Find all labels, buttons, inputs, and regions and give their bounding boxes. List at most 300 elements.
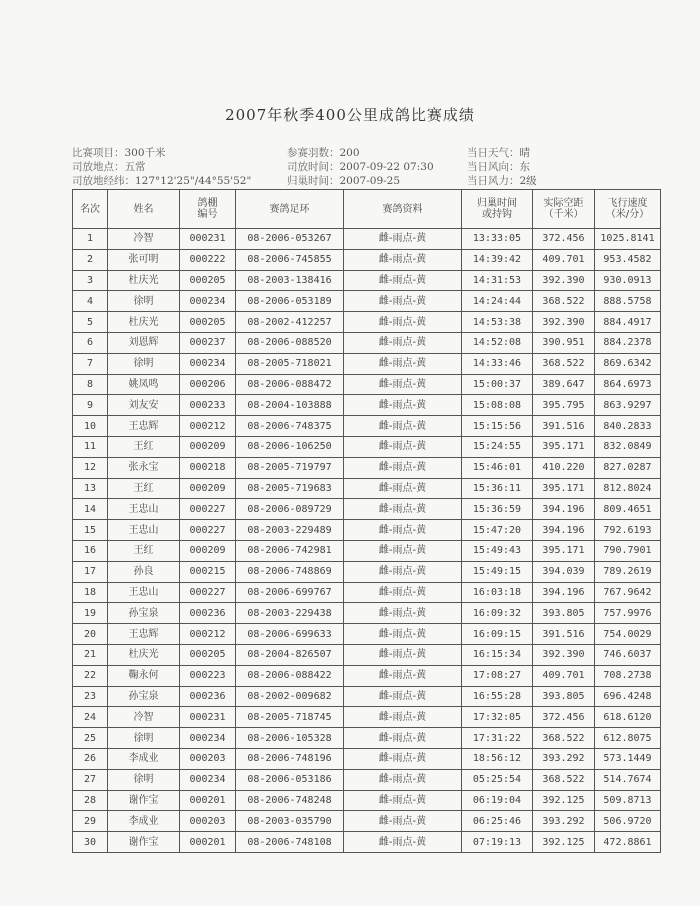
cell-speed: 789.2619: [595, 561, 661, 582]
cell-speed: 573.1449: [595, 748, 661, 769]
cell-time: 14:33:46: [462, 353, 533, 374]
cell-ring: 08-2003-138416: [236, 270, 344, 291]
cell-loft: 000227: [180, 499, 236, 520]
cell-info: 雌-雨点-黄: [344, 832, 462, 853]
meta-weather-value: 晴: [519, 147, 530, 159]
cell-rank: 23: [73, 686, 108, 707]
cell-time: 16:55:28: [462, 686, 533, 707]
cell-speed: 506.9720: [595, 811, 661, 832]
table-row: [73, 582, 661, 603]
meta-return-time: [287, 173, 400, 188]
cell-name: 徐明: [108, 291, 180, 312]
cell-ring: 08-2003-229489: [236, 520, 344, 541]
results-table: [72, 189, 661, 853]
cell-distance: 392.390: [533, 644, 595, 665]
cell-name: 李成业: [108, 748, 180, 769]
cell-ring: 08-2005-719683: [236, 478, 344, 499]
cell-speed: 618.6120: [595, 707, 661, 728]
header-loft: [180, 190, 236, 229]
cell-name: 王红: [108, 540, 180, 561]
meta-wind-force-value: 2级: [519, 175, 537, 187]
cell-distance: 409.701: [533, 249, 595, 270]
cell-time: 15:36:59: [462, 499, 533, 520]
meta-release-time-label: 司放时间：: [287, 161, 340, 173]
cell-info: 雌-雨点-黄: [344, 686, 462, 707]
table-row: [73, 832, 661, 853]
cell-time: 15:15:56: [462, 416, 533, 437]
cell-ring: 08-2003-035790: [236, 811, 344, 832]
cell-speed: 809.4651: [595, 499, 661, 520]
cell-speed: 812.8024: [595, 478, 661, 499]
cell-ring: 08-2005-719797: [236, 457, 344, 478]
cell-speed: 790.7901: [595, 540, 661, 561]
table-row: [73, 374, 661, 395]
table-row: [73, 540, 661, 561]
cell-loft: 000218: [180, 457, 236, 478]
meta-entries-value: 200: [339, 147, 360, 159]
cell-distance: 390.951: [533, 332, 595, 353]
meta-coords: [72, 173, 251, 188]
cell-name: 王忠辉: [108, 624, 180, 645]
cell-distance: 392.125: [533, 790, 595, 811]
meta-entries-label: 参赛羽数：: [287, 147, 340, 159]
header-distance-line2: （千米）: [543, 209, 584, 220]
cell-name: 徐明: [108, 769, 180, 790]
cell-ring: 08-2004-103888: [236, 395, 344, 416]
cell-ring: 08-2004-826507: [236, 644, 344, 665]
cell-time: 17:08:27: [462, 665, 533, 686]
cell-name: 王忠山: [108, 582, 180, 603]
cell-rank: 28: [73, 790, 108, 811]
cell-name: 王忠山: [108, 520, 180, 541]
header-time-line2: 或持钩: [482, 209, 512, 220]
header-speed: [595, 190, 661, 229]
cell-rank: 1: [73, 229, 108, 250]
cell-loft: 000205: [180, 312, 236, 333]
table-row: [73, 665, 661, 686]
meta-release-site: [72, 159, 146, 174]
cell-name: 王忠辉: [108, 416, 180, 437]
cell-info: 雌-雨点-黄: [344, 374, 462, 395]
cell-rank: 21: [73, 644, 108, 665]
cell-ring: 08-2006-748248: [236, 790, 344, 811]
cell-distance: 392.125: [533, 832, 595, 853]
meta-coords-value: 127°12'25"/44°55'52": [135, 175, 252, 187]
cell-speed: 509.8713: [595, 790, 661, 811]
table-row: [73, 457, 661, 478]
cell-loft: 000205: [180, 644, 236, 665]
cell-speed: 884.4917: [595, 312, 661, 333]
cell-speed: 757.9976: [595, 603, 661, 624]
cell-time: 16:09:15: [462, 624, 533, 645]
header-rank: 名次: [73, 190, 108, 229]
cell-ring: 08-2002-412257: [236, 312, 344, 333]
cell-rank: 20: [73, 624, 108, 645]
cell-speed: 864.6973: [595, 374, 661, 395]
cell-ring: 08-2006-748108: [236, 832, 344, 853]
cell-rank: 4: [73, 291, 108, 312]
cell-rank: 14: [73, 499, 108, 520]
meta-release-site-label: 司放地点：: [72, 161, 125, 173]
cell-name: 孙宝泉: [108, 603, 180, 624]
cell-info: 雌-雨点-黄: [344, 582, 462, 603]
cell-ring: 08-2006-053267: [236, 229, 344, 250]
cell-time: 14:31:53: [462, 270, 533, 291]
cell-loft: 000215: [180, 561, 236, 582]
meta-project-label: 比赛项目：: [72, 147, 125, 159]
cell-rank: 3: [73, 270, 108, 291]
cell-time: 18:56:12: [462, 748, 533, 769]
cell-speed: 746.6037: [595, 644, 661, 665]
header-speed-line1: 飞行速度: [607, 198, 648, 209]
meta-entries: [287, 145, 360, 160]
cell-info: 雌-雨点-黄: [344, 624, 462, 645]
cell-distance: 395.171: [533, 436, 595, 457]
cell-speed: 832.0849: [595, 436, 661, 457]
cell-rank: 16: [73, 540, 108, 561]
header-speed-line2: （米/分）: [605, 209, 650, 220]
cell-time: 14:24:44: [462, 291, 533, 312]
cell-info: 雌-雨点-黄: [344, 728, 462, 749]
meta-weather: [467, 145, 530, 160]
cell-name: 杜庆光: [108, 270, 180, 291]
header-ring: 赛鸽足环: [236, 190, 344, 229]
cell-ring: 08-2006-089729: [236, 499, 344, 520]
cell-speed: 754.0029: [595, 624, 661, 645]
cell-rank: 2: [73, 249, 108, 270]
cell-distance: 393.292: [533, 748, 595, 769]
header-time: [462, 190, 533, 229]
cell-loft: 000236: [180, 603, 236, 624]
cell-loft: 000236: [180, 686, 236, 707]
meta-wind-force: [467, 173, 537, 188]
cell-time: 14:53:38: [462, 312, 533, 333]
cell-rank: 13: [73, 478, 108, 499]
cell-distance: 395.795: [533, 395, 595, 416]
cell-loft: 000234: [180, 353, 236, 374]
cell-distance: 392.390: [533, 312, 595, 333]
cell-ring: 08-2006-053189: [236, 291, 344, 312]
cell-name: 杜庆光: [108, 644, 180, 665]
cell-rank: 27: [73, 769, 108, 790]
cell-name: 姚凤鸣: [108, 374, 180, 395]
cell-info: 雌-雨点-黄: [344, 436, 462, 457]
header-loft-line2: 编号: [197, 209, 218, 220]
cell-speed: 472.8861: [595, 832, 661, 853]
table-row: [73, 728, 661, 749]
table-row: [73, 603, 661, 624]
meta-project-value: 300千米: [124, 147, 166, 159]
cell-loft: 000201: [180, 790, 236, 811]
cell-name: 刘友安: [108, 395, 180, 416]
cell-info: 雌-雨点-黄: [344, 270, 462, 291]
cell-distance: 368.522: [533, 291, 595, 312]
cell-name: 孙宝泉: [108, 686, 180, 707]
table-header-row: [73, 190, 661, 229]
cell-ring: 08-2006-748196: [236, 748, 344, 769]
cell-rank: 11: [73, 436, 108, 457]
cell-speed: 884.2378: [595, 332, 661, 353]
cell-info: 雌-雨点-黄: [344, 603, 462, 624]
cell-loft: 000212: [180, 624, 236, 645]
cell-info: 雌-雨点-黄: [344, 790, 462, 811]
cell-rank: 26: [73, 748, 108, 769]
cell-ring: 08-2006-106250: [236, 436, 344, 457]
cell-ring: 08-2005-718021: [236, 353, 344, 374]
cell-info: 雌-雨点-黄: [344, 520, 462, 541]
cell-name: 王红: [108, 436, 180, 457]
header-distance: [533, 190, 595, 229]
header-name: 姓名: [108, 190, 180, 229]
cell-name: 王忠山: [108, 499, 180, 520]
cell-name: 徐明: [108, 353, 180, 374]
cell-time: 16:15:34: [462, 644, 533, 665]
cell-time: 05:25:54: [462, 769, 533, 790]
meta-wind-dir-label: 当日风向：: [467, 161, 520, 173]
cell-loft: 000212: [180, 416, 236, 437]
cell-speed: 514.7674: [595, 769, 661, 790]
cell-ring: 08-2006-088422: [236, 665, 344, 686]
table-row: [73, 769, 661, 790]
cell-distance: 394.039: [533, 561, 595, 582]
cell-time: 17:31:22: [462, 728, 533, 749]
cell-name: 谢作宝: [108, 790, 180, 811]
cell-rank: 5: [73, 312, 108, 333]
cell-ring: 08-2006-699633: [236, 624, 344, 645]
table-row: [73, 332, 661, 353]
cell-rank: 17: [73, 561, 108, 582]
cell-ring: 08-2006-088472: [236, 374, 344, 395]
cell-distance: 368.522: [533, 728, 595, 749]
cell-ring: 08-2006-053186: [236, 769, 344, 790]
cell-ring: 08-2005-718745: [236, 707, 344, 728]
cell-distance: 395.171: [533, 478, 595, 499]
cell-time: 06:25:46: [462, 811, 533, 832]
cell-speed: 708.2738: [595, 665, 661, 686]
cell-loft: 000231: [180, 229, 236, 250]
table-row: [73, 790, 661, 811]
cell-rank: 30: [73, 832, 108, 853]
cell-distance: 394.196: [533, 499, 595, 520]
cell-info: 雌-雨点-黄: [344, 811, 462, 832]
cell-rank: 22: [73, 665, 108, 686]
meta-return-time-label: 归巢时间：: [287, 175, 340, 187]
cell-distance: 395.171: [533, 540, 595, 561]
cell-speed: 1025.8141: [595, 229, 661, 250]
table-row: [73, 353, 661, 374]
table-row: [73, 624, 661, 645]
table-row: [73, 395, 661, 416]
cell-time: 15:36:11: [462, 478, 533, 499]
cell-loft: 000227: [180, 520, 236, 541]
cell-ring: 08-2003-229438: [236, 603, 344, 624]
table-row: [73, 478, 661, 499]
cell-speed: 930.0913: [595, 270, 661, 291]
table-row: [73, 229, 661, 250]
cell-loft: 000227: [180, 582, 236, 603]
cell-speed: 840.2833: [595, 416, 661, 437]
table-row: [73, 811, 661, 832]
cell-info: 雌-雨点-黄: [344, 229, 462, 250]
cell-distance: 409.701: [533, 665, 595, 686]
cell-info: 雌-雨点-黄: [344, 561, 462, 582]
table-row: [73, 436, 661, 457]
cell-ring: 08-2006-699767: [236, 582, 344, 603]
cell-distance: 372.456: [533, 707, 595, 728]
cell-speed: 869.6342: [595, 353, 661, 374]
meta-coords-label: 司放地经纬：: [72, 175, 135, 187]
cell-info: 雌-雨点-黄: [344, 457, 462, 478]
meta-release-time-value: 2007-09-22 07:30: [339, 161, 434, 173]
cell-ring: 08-2002-009682: [236, 686, 344, 707]
cell-rank: 6: [73, 332, 108, 353]
table-row: [73, 644, 661, 665]
cell-info: 雌-雨点-黄: [344, 665, 462, 686]
header-time-line1: 归巢时间: [477, 198, 517, 209]
cell-info: 雌-雨点-黄: [344, 332, 462, 353]
cell-distance: 389.647: [533, 374, 595, 395]
cell-name: 张永宝: [108, 457, 180, 478]
cell-ring: 08-2006-088520: [236, 332, 344, 353]
meta-return-time-value: 2007-09-25: [339, 175, 401, 187]
table-row: [73, 686, 661, 707]
cell-rank: 8: [73, 374, 108, 395]
cell-name: 冷智: [108, 707, 180, 728]
cell-rank: 18: [73, 582, 108, 603]
cell-info: 雌-雨点-黄: [344, 353, 462, 374]
cell-rank: 15: [73, 520, 108, 541]
cell-rank: 19: [73, 603, 108, 624]
cell-time: 14:39:42: [462, 249, 533, 270]
cell-ring: 08-2006-105328: [236, 728, 344, 749]
cell-loft: 000233: [180, 395, 236, 416]
cell-rank: 7: [73, 353, 108, 374]
cell-loft: 000234: [180, 769, 236, 790]
header-info: 赛鸽资料: [344, 190, 462, 229]
cell-info: 雌-雨点-黄: [344, 707, 462, 728]
page-title: 2007年秋季400公里成鸽比赛成绩: [225, 106, 475, 124]
cell-loft: 000205: [180, 270, 236, 291]
table-row: [73, 270, 661, 291]
meta-release-site-value: 五常: [124, 161, 146, 173]
cell-rank: 12: [73, 457, 108, 478]
cell-distance: 394.196: [533, 520, 595, 541]
cell-speed: 953.4582: [595, 249, 661, 270]
cell-rank: 9: [73, 395, 108, 416]
cell-distance: 368.522: [533, 769, 595, 790]
table-row: [73, 416, 661, 437]
cell-time: 07:19:13: [462, 832, 533, 853]
meta-project: [72, 145, 166, 160]
table-row: [73, 520, 661, 541]
cell-distance: 372.456: [533, 229, 595, 250]
cell-info: 雌-雨点-黄: [344, 644, 462, 665]
cell-loft: 000237: [180, 332, 236, 353]
cell-rank: 24: [73, 707, 108, 728]
cell-distance: 410.220: [533, 457, 595, 478]
cell-name: 李成业: [108, 811, 180, 832]
cell-name: 刘恩辉: [108, 332, 180, 353]
meta-release-time: [287, 159, 434, 174]
cell-speed: 792.6193: [595, 520, 661, 541]
cell-rank: 29: [73, 811, 108, 832]
results-body: [73, 229, 661, 853]
cell-loft: 000231: [180, 707, 236, 728]
meta-wind-force-label: 当日风力：: [467, 175, 520, 187]
cell-loft: 000234: [180, 291, 236, 312]
cell-loft: 000234: [180, 728, 236, 749]
cell-ring: 08-2006-748869: [236, 561, 344, 582]
cell-loft: 000203: [180, 811, 236, 832]
cell-name: 王红: [108, 478, 180, 499]
cell-time: 06:19:04: [462, 790, 533, 811]
cell-name: 谢作宝: [108, 832, 180, 853]
cell-speed: 863.9297: [595, 395, 661, 416]
table-row: [73, 748, 661, 769]
cell-loft: 000206: [180, 374, 236, 395]
table-row: [73, 291, 661, 312]
cell-speed: 767.9642: [595, 582, 661, 603]
cell-name: 杜庆光: [108, 312, 180, 333]
cell-distance: 394.196: [533, 582, 595, 603]
cell-time: 16:09:32: [462, 603, 533, 624]
cell-name: 张可明: [108, 249, 180, 270]
cell-rank: 10: [73, 416, 108, 437]
cell-distance: 392.390: [533, 270, 595, 291]
cell-info: 雌-雨点-黄: [344, 395, 462, 416]
cell-info: 雌-雨点-黄: [344, 478, 462, 499]
cell-loft: 000203: [180, 748, 236, 769]
cell-name: 孙良: [108, 561, 180, 582]
table-row: [73, 561, 661, 582]
table-row: [73, 312, 661, 333]
table-row: [73, 249, 661, 270]
header-distance-line1: 实际空距: [543, 198, 584, 209]
cell-loft: 000209: [180, 478, 236, 499]
table-row: [73, 499, 661, 520]
cell-time: 17:32:05: [462, 707, 533, 728]
cell-info: 雌-雨点-黄: [344, 416, 462, 437]
cell-info: 雌-雨点-黄: [344, 748, 462, 769]
cell-rank: 25: [73, 728, 108, 749]
cell-info: 雌-雨点-黄: [344, 769, 462, 790]
cell-info: 雌-雨点-黄: [344, 291, 462, 312]
cell-speed: 696.4248: [595, 686, 661, 707]
cell-time: 16:03:18: [462, 582, 533, 603]
header-loft-line1: 鸽棚: [197, 198, 218, 209]
cell-distance: 393.805: [533, 686, 595, 707]
cell-loft: 000222: [180, 249, 236, 270]
meta-wind-dir-value: 东: [519, 161, 530, 173]
cell-ring: 08-2006-745855: [236, 249, 344, 270]
cell-time: 15:00:37: [462, 374, 533, 395]
cell-distance: 368.522: [533, 353, 595, 374]
cell-name: 鞠永何: [108, 665, 180, 686]
cell-ring: 08-2006-748375: [236, 416, 344, 437]
cell-loft: 000201: [180, 832, 236, 853]
cell-time: 15:08:08: [462, 395, 533, 416]
cell-info: 雌-雨点-黄: [344, 540, 462, 561]
cell-distance: 391.516: [533, 624, 595, 645]
cell-time: 15:49:43: [462, 540, 533, 561]
cell-speed: 827.0287: [595, 457, 661, 478]
cell-name: 冷智: [108, 229, 180, 250]
cell-time: 15:24:55: [462, 436, 533, 457]
cell-speed: 612.8075: [595, 728, 661, 749]
meta-weather-label: 当日天气：: [467, 147, 520, 159]
cell-loft: 000209: [180, 436, 236, 457]
cell-time: 14:52:08: [462, 332, 533, 353]
